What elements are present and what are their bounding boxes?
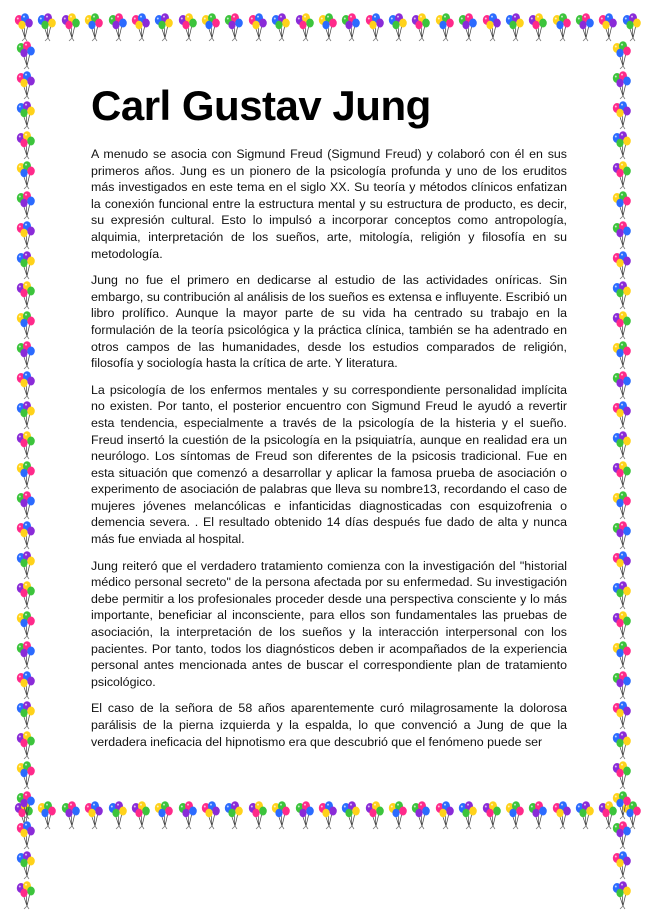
balloon-bunch-icon <box>610 250 632 280</box>
balloon-bunch-icon <box>610 190 632 220</box>
balloon-bunch-icon <box>316 800 338 830</box>
balloon-bunch-icon <box>59 800 81 830</box>
balloon-bunch-icon <box>14 520 36 550</box>
balloon-bunch-icon <box>386 12 408 42</box>
balloon-bunch-icon <box>573 800 595 830</box>
balloon-bunch-icon <box>129 12 151 42</box>
balloon-bunch-icon <box>596 12 618 42</box>
balloon-border-right <box>610 40 640 800</box>
balloon-bunch-icon <box>610 550 632 580</box>
balloon-bunch-icon <box>316 12 338 42</box>
balloon-bunch-icon <box>14 400 36 430</box>
balloon-bunch-icon <box>14 760 36 790</box>
balloon-bunch-icon <box>610 820 632 850</box>
balloon-bunch-icon <box>610 490 632 520</box>
balloon-bunch-icon <box>246 800 268 830</box>
balloon-bunch-icon <box>386 800 408 830</box>
balloon-bunch-icon <box>14 490 36 520</box>
balloon-bunch-icon <box>610 880 632 910</box>
balloon-bunch-icon <box>610 70 632 100</box>
balloon-bunch-icon <box>363 12 385 42</box>
balloon-bunch-icon <box>293 800 315 830</box>
balloon-bunch-icon <box>503 12 525 42</box>
balloon-bunch-icon <box>610 850 632 880</box>
balloon-bunch-icon <box>610 40 632 70</box>
balloon-bunch-icon <box>573 12 595 42</box>
balloon-bunch-icon <box>14 310 36 340</box>
paragraph-2: Jung no fue el primero en dedicarse al estudio de las actividades oníricas. Sin embargo, su contribución al análisis de los sueños es extensa e influyente. Escribió un libro prolífico. Aunque la mayor parte de su vida ha centrado su trabajo en la formulación de la teoría psicológica y la práctica clínica, también se ha adentrado en otros campos de las humanidades, desde los estudios comparados de religión, filosofía y sociología hasta la crítica de arte. Y literatura. <box>91 273 567 371</box>
balloon-bunch-icon <box>610 280 632 310</box>
balloon-bunch-icon <box>610 430 632 460</box>
balloon-bunch-icon <box>480 12 502 42</box>
balloon-bunch-icon <box>222 12 244 42</box>
balloon-bunch-icon <box>610 370 632 400</box>
balloon-bunch-icon <box>409 12 431 42</box>
balloon-bunch-icon <box>14 280 36 310</box>
balloon-bunch-icon <box>610 520 632 550</box>
balloon-bunch-icon <box>199 12 221 42</box>
balloon-bunch-icon <box>456 800 478 830</box>
balloon-bunch-icon <box>35 800 57 830</box>
page-title: Carl Gustav Jung <box>91 82 431 129</box>
balloon-bunch-icon <box>526 800 548 830</box>
balloon-bunch-icon <box>14 370 36 400</box>
balloon-bunch-icon <box>14 160 36 190</box>
balloon-bunch-icon <box>176 800 198 830</box>
balloon-bunch-icon <box>14 850 36 880</box>
balloon-bunch-icon <box>610 610 632 640</box>
balloon-bunch-icon <box>480 800 502 830</box>
balloon-bunch-icon <box>610 670 632 700</box>
balloon-border-top <box>12 12 642 42</box>
balloon-bunch-icon <box>433 800 455 830</box>
balloon-bunch-icon <box>14 190 36 220</box>
balloon-border-left <box>14 40 44 800</box>
balloon-bunch-icon <box>620 12 642 42</box>
balloon-bunch-icon <box>610 220 632 250</box>
balloon-bunch-icon <box>35 12 57 42</box>
balloon-bunch-icon <box>222 800 244 830</box>
balloon-bunch-icon <box>610 400 632 430</box>
balloon-border-bottom <box>12 800 642 830</box>
balloon-bunch-icon <box>14 880 36 910</box>
paragraph-3: La psicología de los enfermos mentales y su correspondiente personalidad implícita no existen. Por tanto, el posterior encuentro con Sigmund Freud le ayudó a revertir esta tendencia, especialmente a través de la psicología de la histeria y el sueño. Freud insertó la cuestión de la psicología en la psiquiatría, aunque en realidad era un neurólogo. Los síntomas de Freud son diferentes de la psicosis tradicional. Fue en esta situación que comenzó a desarrollar y aplicar la famosa prueba de asociación o experimento de asociación de palabras que lleva su nombre13, recordando el caso de mujeres jóvenes melancólicas e infanticidas diagnosticadas con esquizofrenia o demencia severa. . El resultado obtenido 14 días después fue dado de alta y nunca más fue enviada al hospital. <box>91 382 567 547</box>
balloon-bunch-icon <box>610 340 632 370</box>
balloon-bunch-icon <box>456 12 478 42</box>
balloon-bunch-icon <box>14 700 36 730</box>
balloon-bunch-icon <box>14 670 36 700</box>
document-body <box>91 82 567 760</box>
balloon-bunch-icon <box>610 580 632 610</box>
balloon-bunch-icon <box>409 800 431 830</box>
balloon-bunch-icon <box>82 800 104 830</box>
balloon-bunch-icon <box>269 12 291 42</box>
balloon-bunch-icon <box>339 12 361 42</box>
paragraph-1: A menudo se asocia con Sigmund Freud (Sigmund Freud) y colaboró con él en sus primeros años. Jung es un pionero de la psicología profunda y uno de los eruditos más investigados en este tema en el siglo XX. Su teoría y métodos clínicos enfatizan la conexión funcional entre la estructura mental y su estructura de producto, es decir, su expresión cultural. Esto lo impulsó a incorporar conceptos como antropología, alquimia, interpretación de los sueños, arte, mitología, religión y filosofía en su metodología. <box>91 147 567 261</box>
balloon-bunch-icon <box>293 12 315 42</box>
balloon-bunch-icon <box>14 790 36 820</box>
balloon-bunch-icon <box>503 800 525 830</box>
balloon-bunch-icon <box>199 800 221 830</box>
balloon-bunch-icon <box>14 250 36 280</box>
balloon-bunch-icon <box>610 700 632 730</box>
balloon-bunch-icon <box>610 640 632 670</box>
balloon-bunch-icon <box>176 12 198 42</box>
balloon-bunch-icon <box>14 730 36 760</box>
balloon-bunch-icon <box>14 220 36 250</box>
balloon-bunch-icon <box>14 70 36 100</box>
balloon-bunch-icon <box>152 12 174 42</box>
balloon-bunch-icon <box>526 12 548 42</box>
paragraph-5: El caso de la señora de 58 años aparentemente curó milagrosamente la dolorosa parálisis de la pierna izquierda y la espalda, lo que convenció a Jung de que la verdadera ineficacia del hipnotismo era que descubrió que el fenómeno puede ser <box>91 701 567 749</box>
balloon-bunch-icon <box>14 100 36 130</box>
balloon-bunch-icon <box>339 800 361 830</box>
balloon-bunch-icon <box>129 800 151 830</box>
balloon-bunch-icon <box>610 790 632 820</box>
balloon-bunch-icon <box>14 460 36 490</box>
balloon-bunch-icon <box>246 12 268 42</box>
balloon-bunch-icon <box>610 730 632 760</box>
balloon-bunch-icon <box>14 640 36 670</box>
balloon-bunch-icon <box>433 12 455 42</box>
balloon-bunch-icon <box>550 12 572 42</box>
balloon-bunch-icon <box>14 610 36 640</box>
balloon-bunch-icon <box>14 820 36 850</box>
balloon-bunch-icon <box>82 12 104 42</box>
balloon-bunch-icon <box>610 130 632 160</box>
balloon-bunch-icon <box>269 800 291 830</box>
balloon-bunch-icon <box>610 310 632 340</box>
balloon-bunch-icon <box>14 40 36 70</box>
balloon-bunch-icon <box>106 12 128 42</box>
balloon-bunch-icon <box>14 130 36 160</box>
balloon-bunch-icon <box>610 100 632 130</box>
balloon-bunch-icon <box>14 550 36 580</box>
balloon-bunch-icon <box>550 800 572 830</box>
balloon-bunch-icon <box>14 580 36 610</box>
balloon-bunch-icon <box>14 340 36 370</box>
balloon-bunch-icon <box>59 12 81 42</box>
balloon-bunch-icon <box>610 460 632 490</box>
balloon-bunch-icon <box>106 800 128 830</box>
balloon-bunch-icon <box>12 12 34 42</box>
balloon-bunch-icon <box>14 430 36 460</box>
balloon-bunch-icon <box>152 800 174 830</box>
balloon-bunch-icon <box>610 760 632 790</box>
balloon-bunch-icon <box>363 800 385 830</box>
paragraph-4: Jung reiteró que el verdadero tratamiento comienza con la investigación del "historial médico personal secreto" de la persona afectada por su enfermedad. Su investigación debe permitir a los profesionales proceder desde una perspectiva consciente y lo más importante, beneficiar al inconsciente, para ellos son fundamentales las pruebas de asociación, la interpretación de los sueños y la interacción interpersonal con los pacientes. Por tanto, todos los diagnósticos deben ir acompañados de la experiencia personal antes mencionada antes de buscar el correspondiente plan de tratamiento psicológico. <box>91 558 567 689</box>
balloon-bunch-icon <box>610 160 632 190</box>
